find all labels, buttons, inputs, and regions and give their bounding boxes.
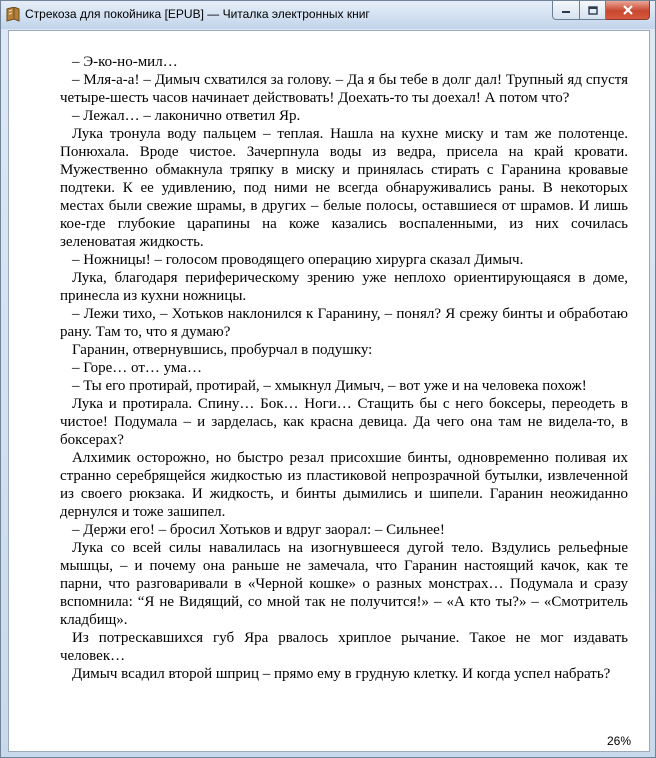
- window-title: Стрекоза для покойника [EPUB] — Читалка электронных книг: [25, 7, 370, 21]
- paragraph: Лука тронула воду пальцем – теплая. Нашла на кухне миску и там же полотенце. Понюхала. Вроде чистое. Зачерпнула воды из ведра, присела на край кровати. Мужественно обмакнула тряпку в миску и принялась стирать с Гаранина кровавые подтеки. К ее удивлению, под ними не всегда обнаруживались раны. В некоторых местах были свежие шрамы, в других – белые полосы, оставшиеся от шрамов. И лишь кое-где глубокие царапины на коже казались воспаленными, из них сочилась зеленоватая жидкость.: [60, 126, 628, 250]
- paragraph: Лука, благодаря периферическому зрению уже неплохо ориентирующаяся в доме, принесла из кухни ножницы.: [60, 270, 628, 304]
- reader-page[interactable]: [8, 30, 650, 752]
- paragraph: – Ты его протирай, протирай, – хмыкнул Димыч, – вот уже и на человека похож!: [72, 378, 587, 394]
- close-button[interactable]: [606, 1, 650, 20]
- paragraph: Лука и протирала. Спину… Бок… Ноги… Стащить бы с него боксеры, переодеть в чистое! Подумала – и зарделась, как красна девица. Да чего она там не видела-то, в боксерах?: [60, 396, 628, 448]
- close-icon: [622, 5, 634, 15]
- paragraph: – Горе… от… ума…: [72, 360, 202, 376]
- progress-indicator: 26%: [606, 734, 631, 748]
- minimize-icon: [561, 6, 571, 14]
- paragraph: – Э-ко-но-мил…: [72, 54, 178, 70]
- paragraph: Гаранин, отвернувшись, пробурчал в подушку:: [72, 342, 373, 358]
- paragraph: Из потрескавшихся губ Яра рвалось хриплое рычание. Такое не мог издавать человек…: [60, 630, 628, 664]
- maximize-button[interactable]: [580, 1, 606, 20]
- book-icon: [6, 7, 20, 22]
- paragraph: – Лежи тихо, – Хотьков наклонился к Гаранину, – понял? Я срежу бинты и обработаю рану. Там то, что я думаю?: [60, 306, 628, 340]
- minimize-button[interactable]: [552, 1, 580, 20]
- paragraph: Димыч всадил второй шприц – прямо ему в грудную клетку. И когда успел набрать?: [72, 666, 611, 682]
- paragraph: – Лежал… – лаконично ответил Яр.: [72, 108, 301, 124]
- paragraph: Алхимик осторожно, но быстро резал присохшие бинты, одновременно поливая их странно серебрящейся жидкостью из пластиковой непрозрачной бутылки, извлеченной из своего рюкзака. И жидкость, и бинты дымились и шипели. Гаранин неожиданно дернулся и тоже зашипел.: [60, 450, 628, 520]
- paragraph: Лука со всей силы навалилась на изогнувшееся дугой тело. Вздулись рельефные мышцы, – и почему она раньше не замечала, что Гаранин настоящий качок, как те парни, что разговаривали в «Черной кошке» о разных монстрах… Подумала и сразу вспомнила: “Я не Видящий, со мной так не получится!» – «А кто ты?» – «Смотритель кладбищ».: [60, 540, 628, 628]
- paragraph: – Ножницы! – голосом проводящего операцию хирурга сказал Димыч.: [72, 252, 524, 268]
- paragraph: – Мля-а-а! – Димыч схватился за голову. – Да я бы тебе в долг дал! Трупный яд спустя четыре-шесть часов начинает действовать! Доехать-то ты доехал! А потом что?: [60, 72, 628, 106]
- window-controls: [552, 1, 650, 20]
- book-text: [60, 53, 628, 683]
- paragraph: – Держи его! – бросил Хотьков и вдруг заорал: – Сильнее!: [72, 522, 445, 538]
- maximize-icon: [588, 6, 598, 15]
- title-bar[interactable]: [1, 1, 655, 29]
